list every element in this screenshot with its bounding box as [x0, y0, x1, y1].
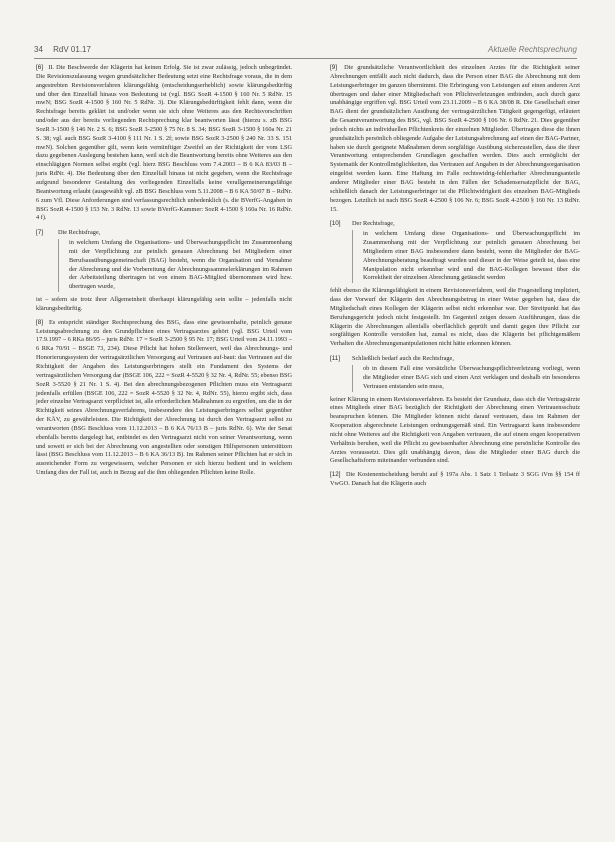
- section-title: Aktuelle Rechtsprechung: [488, 45, 577, 54]
- paragraph-number: [12]: [330, 471, 341, 479]
- question-text: in welchem Umfang diese Organisations- und Überwachungspflicht im Zusammenhang mit der Verpflichtung zur peinlich genauen Abrechnung bei Mitgliedern einer BAG insbesondere dann besteht, wenn die Mitglieder der BAG-Abrechnungsberatung beauftragt wurden und dieser in der Weise geteilt ist, dass eine Manipulation nicht erkennbar wird und die BAG-Kollegen bewusst über die Korrektheit der einzelnen Abrechnung getäuscht werden: [352, 230, 580, 283]
- question-label: Die Rechtsfrage,: [58, 229, 101, 237]
- legal-question-7: [36, 229, 292, 292]
- legal-question-10: [330, 220, 580, 283]
- paragraph-number: [11]: [330, 355, 341, 363]
- question-label: Der Rechtsfrage,: [352, 220, 395, 228]
- paragraph-6: [36, 64, 292, 223]
- paragraph-number: [7]: [36, 229, 44, 237]
- question-label: Schließlich bedarf auch die Rechtsfrage,: [352, 355, 454, 363]
- paragraph-number: [9]: [330, 64, 338, 71]
- page-header: [34, 44, 577, 59]
- page-number: 34: [34, 45, 43, 54]
- question-11-conclusion: keiner Klärung in einem Revisionsverfahren. Es besteht der Grundsatz, dass sich die Vertragsärzte eines Mitglieds einer BAG bezüglich der Richtigkeit der Abrechnung einen Vertrauensschutz beanspruchen können. Die Mitglieder können nicht darauf vertrauen, dass im Rahmen der Kooperation abgerechnete Leistungen ordnungsgemäß sind. Ein Vertragsarzt kann insbesondere nicht ohne Weiteres auf die Richtigkeit von Angaben vertrauen, die auf einem engen kooperativen Verhältnis beruhen, weil die Pflicht zu gewissenhafter Abrechnung eine persönliche Kontrolle des Arztes voraussetzt. Dies gilt unabhängig davon, dass die Mitglieder einer BAG durch die Gesellschaftsform miteinander verbunden sind.: [330, 395, 580, 465]
- header-left: [34, 45, 91, 54]
- paragraph-text: Die Kostenentscheidung beruht auf § 197a Abs. 1 Satz 1 Teilsatz 3 SGG iVm §§ 154 ff VwGO. Danach hat die Klägerin auch: [330, 471, 580, 488]
- paragraph-number: [10]: [330, 220, 341, 228]
- question-text: ob in diesem Fall eine vorsätzliche Überwachungspflichtverletzung vorliegt, wenn die Mitglieder einer BAG sich und einen Arzt verklagen und deshalb ein besonderes Vertrauen entstanden sein muss,: [352, 365, 580, 392]
- question-10-conclusion: fehlt ebenso die Klärungsfähigkeit in einem Revisionsverfahren, weil die Fragestellung impliziert, dass der Vorwurf der Klägerin den Abrechnungsbetrug in einer Weise gegeben hat, dass die Mitgliedschaft eines Kollegen der Klägerin selbst nicht erkennbar war. Der Streitpunkt hat das Berufungsgericht jedoch nicht festgestellt. Im Gegenteil zeigen dessen Ausführungen, dass die Klägerin die Abrechnungen allenfalls oberflächlich geprüft und damit gegen ihre Pflicht zur sorgfältigen Kontrolle verstoßen hat, zumal es nicht, dass die Klägerin bei pflichtgemäßem Verhalten die Abrechnungsmanipulationen nicht hätte erkennen können.: [330, 287, 580, 348]
- paragraph-number: [8]: [36, 318, 44, 326]
- journal-name: RdV 01.17: [53, 45, 91, 54]
- legal-question-11: [330, 355, 580, 391]
- paragraph-text: Es entspricht ständiger Rechtsprechung des BSG, dass eine gewissenhafte, peinlich genaue Leistungsabrechnung zu den Grundpflichten eines Vertragsarztes gehört (vgl. BSG Urteil vom 17.9.1997 – 6 RKa 86/95 – juris RdNr. 17 = SozR 3-2500 § 95 Nr. 17; BSG Urteil vom 24.11.1993 – 6 RKa 70/91 – BSGE 73, 234). Diese Pflicht hat hohen Stellenwert, weil das Abrechnungs- und Honorierungssystem der vertragsärztlichen Versorgung auf Vertrauen auf-baut: das Vertrauen auf die Richtigkeit der Angaben des Leistungserbringers stellt ein Fundament des Systems der vertragsärztlichen Versorgung dar (BSGE 106, 222 = SozR 4-5520 § 32 Nr. 4, RdNr. 55; ebenso BSG SozR 3-5520 § 21 Nr. 1 S. 4). Bei den abrechnungsbezogenen Pflichten muss ein Vertragsarzt jedenfalls erfüllen (BSGE 106, 222 = SozR 4-5520 § 32 Nr. 4, RdNr. 55), hierzu ergibt sich, dass jeder einzelne Vertragsarzt verpflichtet ist, alle erforderlichen Maßnahmen zu ergreifen, um die in der Richtigkeit seines Abrechnungsverfahrens, insbesondere des Leistungserbringers selbst gegenüber der KÄV, zu gewährleisten. Die Richtigkeit der Abrechnung ist durch den Vertragsarzt selbst zu verantworten (BSG Beschluss vom 11.12.2013 – B 6 KA 76/13 B – juris RdNr. 6). Wie der Senat ebenfalls bereits dargelegt hat, entbindet es den Vertragsarzt nicht von seiner Verantwortung, wenn und soweit er sich bei der Abrechnung von angestellten oder sonstigen Hilfspersonen unterstützen lässt (BSG Beschluss vom 11.12.2013 – B 6 KA 36/13 B). Im Rahmen seiner Pflichten hat er sich in ausreichender Form zu vergewissern, welcher Personen er sich hierzu bedient und in welchem Umfang dies der Fall ist, auch in Bezug auf die ihm obliegenden Pflichten keine Rolle.: [36, 318, 292, 477]
- paragraph-text: II. Die Beschwerde der Klägerin hat keinen Erfolg. Sie ist zwar zulässig, jedoch unbegründet. Die Revisionszulassung wegen grundsätzlicher Bedeutung setzt eine Rechtsfrage voraus, die in dem angestrebten Revisionsverfahren klärungsfähig (entscheidungserheblich) sowie klärungsbedürftig und über den Einzelfall hinaus von Bedeutung ist (vgl. BSG SozR 4-1500 § 160 Nr. 5 RdNr. 15 mwN; BSG SozR 4-1500 § 160 Nr. 5 RdNr. 3). Die Klärungsbedürftigkeit fehlt dann, wenn die Rechtsfrage bereits geklärt ist und/oder wenn sie sich ohne Weiteres aus den Rechtsvorschriften und/oder aus der bereits vorliegenden Rechtsprechung klar beantworten lässt (hierzu s. zB BSG SozR 3-1500 § 146 Nr. 2 S. 6; BSG SozR 3-2500 § 75 Nr. 8 S. 34; BSG SozR 3-1500 § 160a Nr. 21 S. 38; vgl. auch BSG SozR 3-4100 § 111 Nr. 1 S. 2f; sowie BSG SozR 3-2500 § 240 Nr. 33 S. 151 mwN). Solchen gegenüber gilt, wenn kein vernünftiger Zweifel an der Richtigkeit der vom LSG dazu gegebenen Auslegung bestehen kann, weil sich die Beantwortung bereits ohne Weiteres aus den einschlägigen Normen selbst ergibt (vgl. hierz BSG Beschluss vom 7.4.2003 – B 6 KA 83/03 B – juris RdNr. 4). Die Bedeutung über den Einzelfall hinaus ist nicht gegeben, wenn die Rechtsfrage aufgrund besonderer Gestaltung des vorliegenden Einzelfalls keine verallgemeinerungsfähige Beantwortung erlaubt (ausgewählt vgl. zB BSG Beschluss vom 5.11.2008 – B 6 KA 50/07 B – RdNr. 6 zum Vfl. Diese Anforderungen sind verfassungsrechtlich unbedenklich (s. die BVerfG-Angaben in BSG SozR 4-1500 § 153 Nr. 3 RdNr. 13 sowie BVerfG-Kammer: SozR 4-1500 § 160a Nr. 16 RdNr. 4 f).: [36, 64, 293, 222]
- paragraph-8: [36, 319, 292, 478]
- paragraph-number: [6]: [36, 64, 44, 71]
- question-7-conclusion: ist – sofern sie trotz ihrer Allgemeinheit überhaupt klärungsfähig sein sollte – jedenfalls nicht klärungsbedürftig.: [36, 296, 292, 312]
- paragraph-9: [330, 64, 580, 214]
- paragraph-text: Die grundsätzliche Verantwortlichkeit des einzelnen Arztes für die Richtigkeit seiner Abrechnungen entfällt auch nicht dadurch, dass die Person einer BAG die Abrechnung mit dem Leistungserbringer im ganzen übernimmt. Die Erbringung von Leistungen auf einen anderen Arzt übertragen und daher einer Mitgliedschaft von Pflichtverletzungen entbinden, auch durch ganz unabhängige ergriffen vgl. BSG Urteil vom 23.11.2009 – B 6 KA 38/08 R. Die Gesellschaft einer BAG dient der grundsätzlichen Ausübung der vertragsärztlichen Tätigkeit gegengefügt, erläutert die Gesamtverantwortung des BSG, vgl. BSG SozR 4-2500 § 106 Nr. 6 RdNr. 21. Dies gegenüber jedoch nichts an individuellen Pflichtenkreis der einzelnen Mitglieder. Übertragen diese die ihnen grundsätzlich persönlich obliegende Aufgabe der Leistungsabrechnung auf einen der BAG-Partner, haben sie durch geeignete Maßnahmen deren sorgfältige Ausübung sicherzustellen, dass die ihrer Verantwortung entsprechenden Grundlagen geschaffen werden. Dies auch ermöglicht der Systematik der Kontrollmöglichkeiten, das Vertrauen auf Angaben in der Abrechnungsorganisation eingelöst werden kann. Eine Haftung im Falle rechtswidrig-fehlerhafter Abrechnungsanteile anderer Mitglieder einer BAG besteht in den Fällen der Schadensersatzpflicht der BAG, schließlich danach der Leistungserbringer ist die Pflichtwidrigkeit des einzelnen BAG-Mitglieds bezogen. Letztlich ist nach BSG SozR 4-2500 § 106 Nr. 6; BSG SozR 4-2500 § 160 Nr. 13 RdNr. 15.: [330, 64, 580, 213]
- right-column: [330, 64, 580, 494]
- question-text: in welchem Umfang die Organisations- und Überwachungspflicht im Zusammenhang mit der Verpflichtung zur peinlich genauen Abrechnung bei Mitgliedern einer Berufsausübungsgemeinschaft (BAG) besteht, wenn die Organisation und Vornahme der Abrechnung und die Vorbereitung der Abrechnungssammelerklärungen im Rahmen der Arbeitsteilung übertragen ist von einem BAG-Mitglied übernommen wird bzw. übertragen wurde,: [58, 239, 292, 292]
- paragraph-12: [330, 471, 580, 489]
- left-column: [36, 64, 292, 483]
